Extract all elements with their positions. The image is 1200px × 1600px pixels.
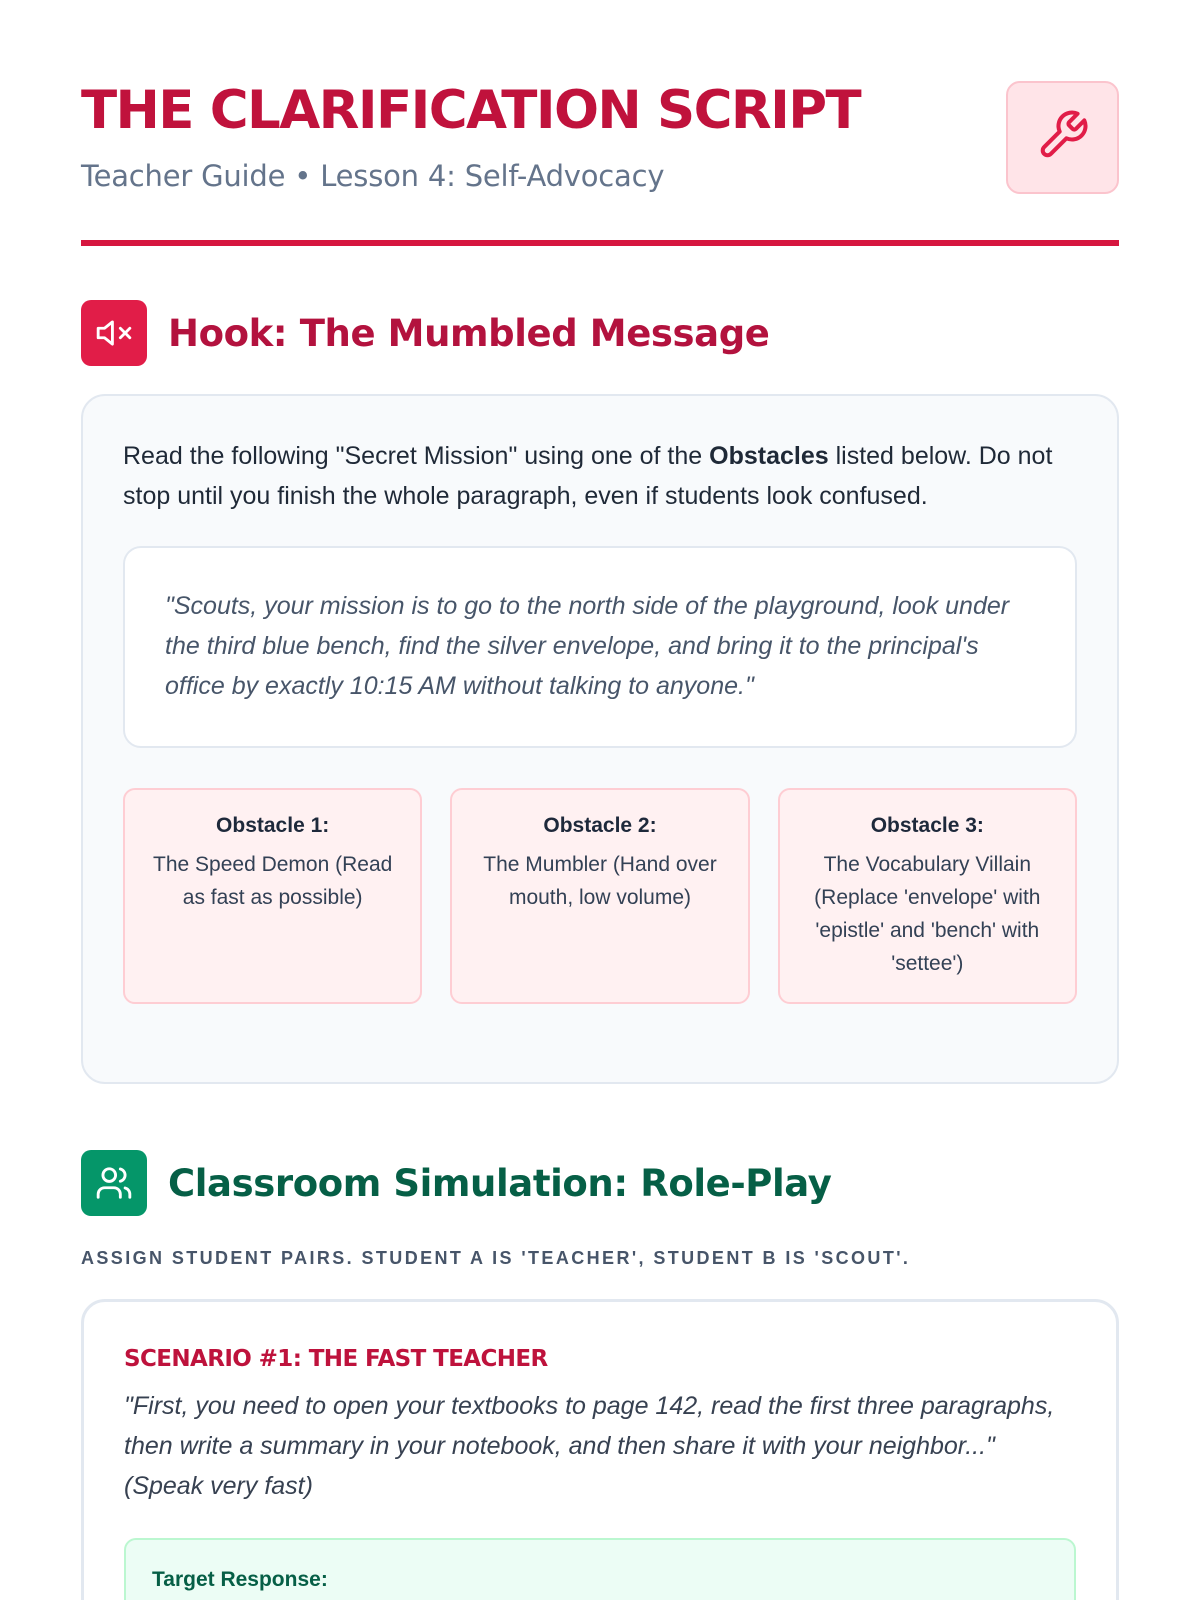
obstacle-card <box>123 788 422 1004</box>
hook-instructions: Read the following "Secret Mission" using one of the Obstacles listed below. Do not stop until you finish the whole paragraph, even if students look confused. <box>123 442 1053 510</box>
obstacle-name: Obstacle 3: <box>870 814 984 837</box>
page-header <box>81 0 1119 246</box>
wrench-icon <box>1036 108 1090 167</box>
page-subtitle: Teacher Guide • Lesson 4: Self-Advocacy <box>81 159 665 193</box>
roleplay-title: Classroom Simulation: Role-Play <box>168 1161 832 1205</box>
obstacle-name: Obstacle 2: <box>543 814 657 837</box>
scenario-title: SCENARIO #1: THE FAST TEACHER <box>124 1346 548 1372</box>
roleplay-section-heading <box>81 1150 1119 1216</box>
target-response-label: Target Response: <box>152 1568 328 1591</box>
scenario-quote: "First, you need to open your textbooks to page 142, read the first three paragraphs, then write a summary in your notebook, and then share it with your neighbor..." (Speak very fast) <box>124 1392 1055 1500</box>
obstacle-list <box>123 788 1077 1004</box>
target-response-box <box>124 1538 1076 1600</box>
volume-mute-icon <box>81 300 147 366</box>
page-title: THE CLARIFICATION SCRIPT <box>81 80 861 141</box>
obstacle-name: Obstacle 1: <box>216 814 330 837</box>
secret-mission-text: "Scouts, your mission is to go to the north side of the playground, look under the third blue bench, find the silver envelope, and bring it to the principal's office by exactly 10:15 AM without talking to anyone." <box>123 546 1077 748</box>
obstacles-emphasis: Obstacles <box>709 442 829 470</box>
tools-button[interactable] <box>1006 81 1119 194</box>
users-icon <box>81 1150 147 1216</box>
hook-section-heading <box>81 300 1119 366</box>
hook-title: Hook: The Mumbled Message <box>168 311 770 355</box>
obstacle-card <box>450 788 749 1004</box>
obstacle-description: The Mumbler (Hand over mouth, low volume) <box>483 853 717 909</box>
obstacle-description: The Speed Demon (Read as fast as possible) <box>153 853 393 909</box>
obstacle-card <box>778 788 1077 1004</box>
scenario-card <box>81 1299 1119 1600</box>
obstacle-description: The Vocabulary Villain (Replace 'envelope' with 'epistle' and 'bench' with 'settee') <box>814 853 1041 975</box>
hook-card <box>81 394 1119 1084</box>
roleplay-instruction: ASSIGN STUDENT PAIRS. STUDENT A IS 'TEACHER', STUDENT B IS 'SCOUT'. <box>81 1248 911 1268</box>
